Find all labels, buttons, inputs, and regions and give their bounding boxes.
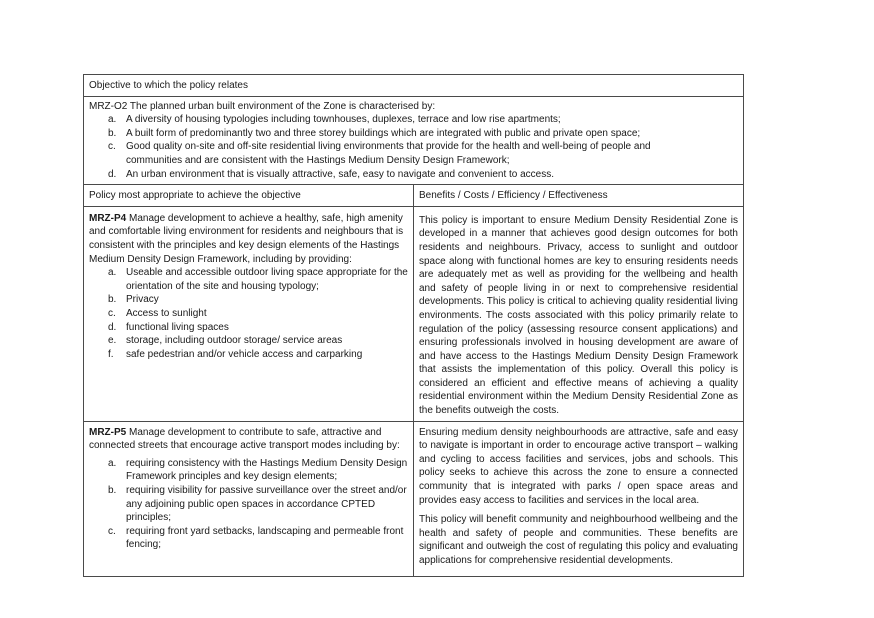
evaluation-table xyxy=(83,74,744,577)
list-item: e. storage, including outdoor storage/ service areas xyxy=(108,335,343,347)
policy-cell-p5 xyxy=(84,421,414,576)
benefits-cell-p5 xyxy=(414,421,744,576)
list-item: f. safe pedestrian and/or vehicle access and carparking xyxy=(108,348,363,360)
objective-cell xyxy=(84,96,744,185)
policy-p5-text: MRZ-P5 Manage development to contribute to safe, attractive and connected streets that encourage active transport modes including by: xyxy=(89,426,400,452)
policy-code: MRZ-P4 xyxy=(89,212,127,224)
list-item: b. A built form of predominantly two and three storey buildings which are integrated with public and private open space; xyxy=(108,127,641,139)
list-item: a. Useable and accessible outdoor living space appropriate for the orientation of the site and housing typology; xyxy=(108,267,408,292)
list-item: c. Good quality on-site and off-site residential living environments that provide for the health and well-being of people and communities and are consistent with the Hastings Medium Density Design Framework; xyxy=(108,141,651,166)
policy-column-header: Policy most appropriate to achieve the objective xyxy=(84,185,414,207)
objective-list xyxy=(89,113,738,181)
benefits-paragraph: This policy will benefit community and neighbourhood wellbeing and the health and safety of people and communities. These benefits are significant and outweigh the cost of regulating this policy and evaluating applications for comprehensive residential developments. xyxy=(419,514,738,566)
policy-code: MRZ-P5 xyxy=(89,426,127,438)
benefits-paragraph: This policy is important to ensure Medium Density Residential Zone is developed in a manner that achieves good design outcomes for both residents and neighbours. Privacy, access to sunlight and outdoor space along with functional homes are key to ensuring residents needs are adequately met as well as providing for the wellbeing and health and safety of people living in or next to comprehensive residential developments. This policy is critical to achieving quality residential living environments. The costs associated with this policy primarily relate to regulation of the policy (assessing resource consent applications) and ensuring professionals involved in housing development are aware of and have access to the Hastings Medium Density Design Framework that assists the implementation of this policy. Overall this policy is considered an efficient and effective means of achieving a quality residential environment within the Medium Density Residential Zone as the benefits outweigh the costs. xyxy=(419,214,738,417)
policy-p4-list xyxy=(89,266,408,361)
list-item: b. Privacy xyxy=(108,294,159,306)
benefits-paragraph: Ensuring medium density neighbourhoods are attractive, safe and easy to navigate is important in order to encourage active transport – walking and cycling to access facilities and services, jobs and schools. This policy seeks to achieve this across the zone to ensure a connected community that is integrated with parks / open space areas and provides easy access to facilities and services in the local area. xyxy=(419,426,738,506)
list-item: c. requiring front yard setbacks, landscaping and permeable front fencing; xyxy=(108,525,404,551)
policy-p4-text: MRZ-P4 Manage development to achieve a healthy, safe, high amenity and comfortable living environment for residents and neighbours that is consistent with the principles and key design elements of the Hastings Medium Density Design Framework, including by providing: xyxy=(89,212,404,265)
list-item: a. requiring consistency with the Hastings Medium Density Design Framework principles and key design elements; xyxy=(108,457,408,483)
list-item: c. Access to sunlight xyxy=(108,307,207,319)
policy-p5-list xyxy=(89,457,408,552)
list-item: d. functional living spaces xyxy=(108,321,229,333)
list-item: d. An urban environment that is visually attractive, safe, easy to navigate and convenient to access. xyxy=(108,168,555,180)
list-item: b. requiring visibility for passive surveillance over the street and/or any adjoining public open spaces in accordance CPTED principles; xyxy=(108,485,407,524)
list-item: a. A diversity of housing typologies including townhouses, duplexes, terrace and low rise apartments; xyxy=(108,114,561,126)
benefits-cell-p4 xyxy=(414,206,744,421)
benefits-column-header: Benefits / Costs / Efficiency / Effectiveness xyxy=(414,185,744,207)
policy-cell-p4 xyxy=(84,206,414,421)
objective-intro: MRZ-O2 The planned urban built environment of the Zone is characterised by: xyxy=(89,100,436,112)
objective-header: Objective to which the policy relates xyxy=(84,75,744,97)
